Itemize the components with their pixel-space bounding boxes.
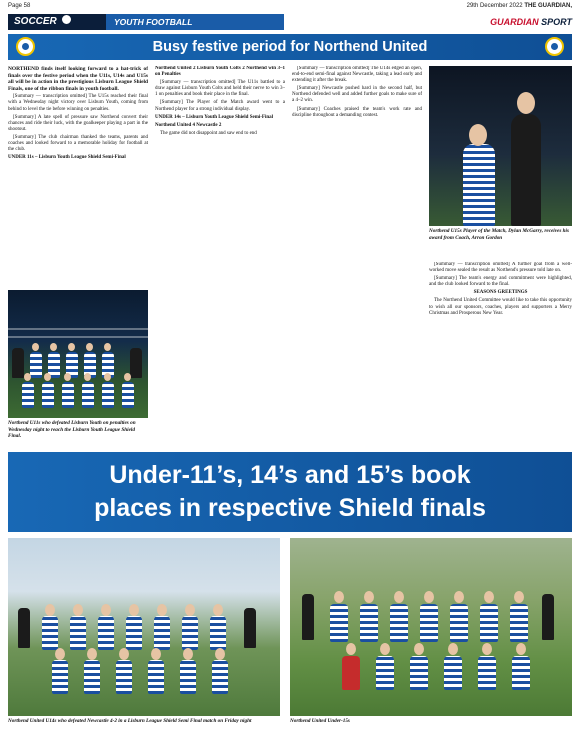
main-headline-bar	[8, 34, 572, 60]
article-subheading: Northend United 4 Newcastle 2	[155, 122, 222, 128]
section-band	[8, 14, 572, 30]
article-paragraph: The Northend United Committee would like to take this opportunity to wish all our sponsors, coaches, players and supporters a Merry Christmas and Prosperous New Year.	[429, 298, 572, 316]
page-number: Page 58	[8, 3, 31, 9]
article-subheading: Northend United 2 Lisburn Youth Colts 2 Northend win 3–1 on Penalties	[155, 66, 285, 78]
u14-photo-caption: Northend United U14s who defeated Newcastle 4-2 in a Lisburn League Shield Semi Final match on Friday night	[8, 718, 252, 724]
banner-line-2: places in respective Shield finals	[94, 494, 486, 522]
article-column-4	[429, 262, 572, 447]
article-paragraph: [Summary] The Player of the Match award went to a Northend player for a strong individual display.	[155, 100, 285, 112]
article-column-3	[292, 66, 422, 446]
article-column-1	[8, 66, 148, 278]
article-paragraph: [Summary] The team's energy and commitment were highlighted, and the club looked forward to the final.	[429, 276, 572, 288]
u11-photo-caption: Northend U11s who defeated Lisburn Youth on penalties on Wednesday night to reach the Lisburn Youth League Shield Final.	[8, 420, 136, 439]
article-subheading: UNDER 14s – Lisburn Youth League Shield Semi-Final	[155, 114, 274, 120]
article-paragraph: [Summary] Newcastle pushed hard in the second half, but Northend defended well and added further goals to make sure of a 4–2 win.	[292, 86, 422, 104]
article-paragraph: [Summary — transcription omitted] A further goal from a well-worked move sealed the result as Northend's pressure told late on.	[429, 262, 572, 274]
u14-team-photo	[8, 538, 280, 716]
article-paragraph: [Summary — transcription omitted] The U15s reached their final with a Wednesday night victory over Lisburn Youth, coming from behind to level the tie before winning on penalties.	[8, 94, 148, 112]
club-crest-icon	[545, 37, 564, 56]
folio-line	[8, 3, 572, 13]
article-column-2	[155, 66, 285, 378]
main-headline: Busy festive period for Northend United	[152, 39, 428, 55]
shield-finals-banner	[8, 452, 572, 532]
u15-team-photo	[290, 538, 572, 716]
article-paragraph: [Summary — transcription omitted] The U11s battled to a draw against Lisburn Youth Colts and held their nerve to win 3–1 on penalties and book their place in the final.	[155, 80, 285, 98]
sport-brand: GUARDIAN SPORT	[490, 17, 572, 27]
issue-date: 29th December 2022 THE GUARDIAN,	[466, 3, 572, 9]
award-photo-caption: Northend U15s Player of the Match, Dylan McGarry, receives his award from Coach, Arron Gordon	[429, 228, 570, 241]
article-paragraph: [Summary] The club chairman thanked the teams, parents and coaches and looked forward to a memorable holiday for football at the club.	[8, 134, 148, 153]
banner-line-1: Under-11’s, 14’s and 15’s book	[109, 461, 471, 489]
football-icon	[61, 14, 72, 25]
article-paragraph: [Summary] A late spell of pressure saw Northend convert their chances and ride their luck, with the goalkeeper playing a part in the shootout.	[8, 114, 148, 132]
article-subheading: UNDER 11s – Lisburn Youth League Shield Semi-Final	[8, 155, 126, 161]
section-label: YOUTH FOOTBALL	[106, 14, 284, 30]
club-crest-icon	[16, 37, 35, 56]
u15-photo-caption: Northend United Under-15s	[290, 718, 350, 724]
player-award-photo	[429, 66, 572, 226]
u11-team-photo	[8, 290, 148, 418]
article-paragraph: The game did not disappoint and saw end to end	[160, 130, 257, 136]
article-lead: NORTHEND finds itself looking forward to a hat-trick of finals over the festive period when the U11s, U14s and U15s all will be in action in the prestigious Lisburn League Shield Finals, one of the ribbon finals in youth football.	[8, 66, 148, 92]
article-paragraph: [Summary] Coaches praised the team's work rate and discipline throughout a demanding contest.	[292, 106, 422, 118]
article-paragraph: [Summary — transcription omitted] The U14s edged an open, end-to-end semi-final against Newcastle, taking a lead early and extending it after the break.	[292, 66, 422, 84]
soccer-label: SOCCER	[8, 14, 106, 30]
seasons-greetings-heading: SEASONS GREETINGS	[473, 290, 528, 296]
